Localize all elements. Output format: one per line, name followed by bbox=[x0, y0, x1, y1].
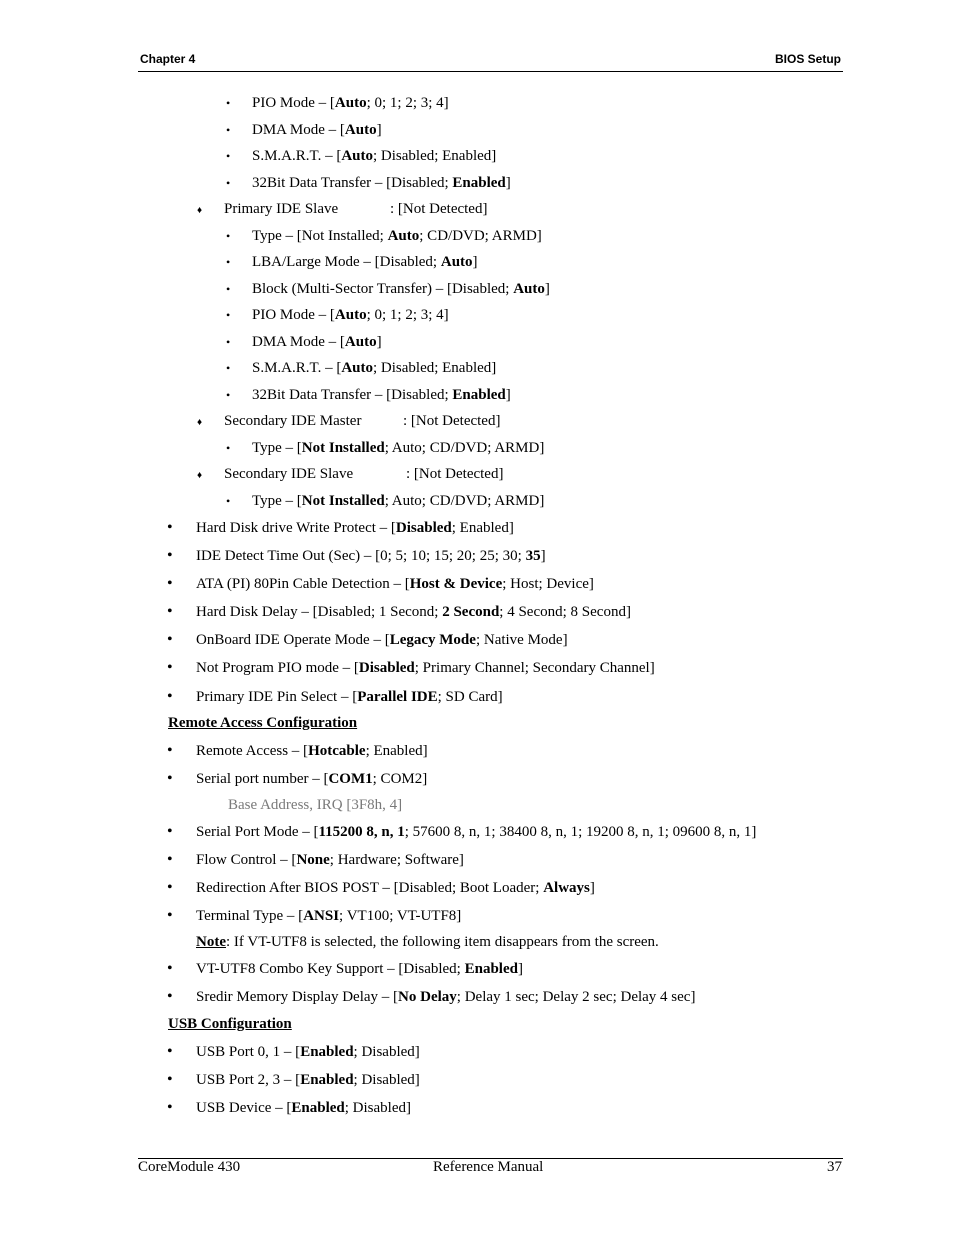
default-value: Enabled bbox=[291, 1100, 345, 1116]
item-text: 32Bit Data Transfer – [Disabled; bbox=[252, 175, 453, 191]
list-item bbox=[252, 439, 544, 457]
bullet-icon: • bbox=[167, 575, 173, 592]
default-value: Auto bbox=[334, 95, 367, 111]
default-value: Auto bbox=[387, 228, 420, 244]
bullet-icon: • bbox=[167, 1071, 173, 1088]
item-text: ] bbox=[505, 387, 511, 403]
list-item bbox=[196, 907, 461, 925]
bullet-icon: • bbox=[167, 1043, 173, 1060]
list-item bbox=[224, 465, 353, 483]
list-item bbox=[196, 1043, 420, 1061]
item-text: Hard Disk drive Write Protect – [ bbox=[196, 520, 396, 536]
list-item bbox=[252, 174, 511, 192]
list-item bbox=[196, 688, 503, 706]
bullet-icon: • bbox=[226, 229, 231, 243]
detected-value: : [Not Detected] bbox=[403, 413, 501, 429]
item-text: ] bbox=[376, 122, 382, 138]
item-text: Hard Disk Delay – [Disabled; 1 Second; bbox=[196, 604, 443, 620]
bullet-icon: • bbox=[167, 742, 173, 759]
item-text: ] bbox=[517, 961, 523, 977]
item-text: S.M.A.R.T. – [ bbox=[252, 148, 342, 164]
item-text: ; Disabled] bbox=[353, 1072, 420, 1088]
page-number: 37 bbox=[827, 1159, 842, 1175]
default-value: Enabled bbox=[452, 387, 506, 403]
diamond-bullet-icon: ♦ bbox=[197, 205, 203, 216]
list-item bbox=[228, 796, 402, 814]
detected-value: : [Not Detected] bbox=[390, 201, 488, 217]
item-text: ; 4 Second; 8 Second] bbox=[499, 604, 631, 620]
item-text: Block (Multi-Sector Transfer) – [Disabled; bbox=[252, 281, 514, 297]
item-text: Not Program PIO mode – [ bbox=[196, 660, 359, 676]
diamond-bullet-icon: ♦ bbox=[197, 470, 203, 481]
list-item bbox=[196, 988, 695, 1006]
item-text: Secondary IDE Master bbox=[224, 413, 362, 429]
bullet-icon: • bbox=[226, 494, 231, 508]
list-item bbox=[196, 603, 631, 621]
item-text: ] bbox=[540, 548, 546, 564]
list-item bbox=[252, 94, 449, 112]
item-text: Base Address, IRQ [3F8h, 4] bbox=[228, 797, 403, 813]
default-value: Disabled bbox=[395, 520, 452, 536]
item-text: Terminal Type – [ bbox=[196, 908, 304, 924]
default-value: COM1 bbox=[328, 771, 373, 787]
default-value: Enabled bbox=[464, 961, 518, 977]
item-text: ; 0; 1; 2; 3; 4] bbox=[366, 95, 449, 111]
list-item bbox=[252, 306, 449, 324]
list-item bbox=[196, 575, 594, 593]
item-text: Note bbox=[196, 934, 226, 950]
list-item bbox=[252, 386, 511, 404]
item-text: ; Native Mode] bbox=[475, 632, 568, 648]
bullet-icon: • bbox=[226, 441, 231, 455]
list-item bbox=[196, 960, 523, 978]
bullet-icon: • bbox=[167, 547, 173, 564]
list-item bbox=[252, 280, 550, 298]
item-text: LBA/Large Mode – [Disabled; bbox=[252, 254, 441, 270]
diamond-bullet-icon: ♦ bbox=[197, 417, 203, 428]
item-text: Primary IDE Pin Select – [ bbox=[196, 689, 358, 705]
item-text: Type – [ bbox=[252, 440, 302, 456]
item-text: USB Device – [ bbox=[196, 1100, 292, 1116]
header-rule bbox=[138, 71, 843, 72]
item-text: ; Enabled] bbox=[451, 520, 514, 536]
item-text: ; 57600 8, n, 1; 38400 8, n, 1; 19200 8, n, 1; 09600 8, n, 1] bbox=[404, 824, 757, 840]
footer-product: CoreModule 430 bbox=[138, 1159, 241, 1175]
item-text: Primary IDE Slave bbox=[224, 201, 339, 217]
bullet-icon: • bbox=[167, 851, 173, 868]
item-text: Redirection After BIOS POST – [Disabled; Boot Loader; bbox=[196, 880, 544, 896]
item-text: Serial Port Mode – [ bbox=[196, 824, 319, 840]
header-chapter: Chapter 4 bbox=[140, 52, 196, 66]
item-text: ; Disabled; Enabled] bbox=[372, 148, 497, 164]
bullet-icon: • bbox=[167, 631, 173, 648]
section-heading bbox=[168, 1015, 292, 1033]
default-value: No Delay bbox=[398, 989, 457, 1005]
list-item bbox=[252, 492, 544, 510]
item-text: ; Hardware; Software] bbox=[329, 852, 464, 868]
list-item bbox=[196, 823, 756, 841]
bullet-icon: • bbox=[167, 603, 173, 620]
default-value: Auto bbox=[344, 122, 377, 138]
default-value: Disabled bbox=[358, 660, 415, 676]
bullet-icon: • bbox=[167, 1099, 173, 1116]
default-value: Parallel IDE bbox=[357, 689, 438, 705]
list-item bbox=[224, 412, 361, 430]
list-item bbox=[196, 770, 427, 788]
item-text: S.M.A.R.T. – [ bbox=[252, 360, 342, 376]
list-item bbox=[196, 742, 428, 760]
bullet-icon: • bbox=[226, 149, 231, 163]
item-text: 32Bit Data Transfer – [Disabled; bbox=[252, 387, 453, 403]
default-value: Hotcable bbox=[308, 743, 366, 759]
item-text: USB Port 0, 1 – [ bbox=[196, 1044, 301, 1060]
bullet-icon: • bbox=[226, 123, 231, 137]
item-text: Serial port number – [ bbox=[196, 771, 329, 787]
bullet-icon: • bbox=[226, 176, 231, 190]
item-text: ] bbox=[376, 334, 382, 350]
list-item bbox=[196, 1071, 420, 1089]
bullet-icon: • bbox=[167, 960, 173, 977]
item-text: Flow Control – [ bbox=[196, 852, 297, 868]
bullet-icon: • bbox=[167, 770, 173, 787]
list-item bbox=[196, 879, 595, 897]
item-text: ; Delay 1 sec; Delay 2 sec; Delay 4 sec] bbox=[456, 989, 696, 1005]
item-text: USB Port 2, 3 – [ bbox=[196, 1072, 301, 1088]
bullet-icon: • bbox=[226, 335, 231, 349]
item-text: Remote Access Configuration bbox=[168, 715, 358, 731]
list-item bbox=[252, 253, 478, 271]
bullet-icon: • bbox=[226, 308, 231, 322]
bullet-icon: • bbox=[167, 519, 173, 536]
bullet-icon: • bbox=[226, 96, 231, 110]
bullet-icon: • bbox=[167, 823, 173, 840]
item-text: Type – [ bbox=[252, 493, 302, 509]
item-text: OnBoard IDE Operate Mode – [ bbox=[196, 632, 390, 648]
list-item bbox=[224, 200, 338, 218]
item-text: Remote Access – [ bbox=[196, 743, 309, 759]
item-text: ; COM2] bbox=[372, 771, 428, 787]
default-value: Always bbox=[543, 880, 590, 896]
item-text: DMA Mode – [ bbox=[252, 122, 345, 138]
list-item bbox=[252, 333, 382, 351]
list-item bbox=[252, 147, 496, 165]
bullet-icon: • bbox=[167, 688, 173, 705]
item-text: ] bbox=[472, 254, 478, 270]
item-text: ; Host; Device] bbox=[502, 576, 594, 592]
default-value: Auto bbox=[334, 307, 367, 323]
item-text: Type – [Not Installed; bbox=[252, 228, 388, 244]
footer-manual: Reference Manual bbox=[433, 1159, 544, 1175]
item-text: : If VT-UTF8 is selected, the following item disappears from the screen. bbox=[226, 934, 659, 950]
item-text: Sredir Memory Display Delay – [ bbox=[196, 989, 399, 1005]
bullet-icon: • bbox=[226, 388, 231, 402]
default-value: ANSI bbox=[303, 908, 340, 924]
default-value: 2 Second bbox=[442, 604, 500, 620]
item-text: ; SD Card] bbox=[437, 689, 503, 705]
default-value: 35 bbox=[525, 548, 541, 564]
list-item bbox=[252, 359, 496, 377]
list-item bbox=[196, 547, 546, 565]
default-value: Legacy Mode bbox=[389, 632, 476, 648]
item-text: PIO Mode – [ bbox=[252, 307, 335, 323]
item-text: ; 0; 1; 2; 3; 4] bbox=[366, 307, 449, 323]
item-text: ; Disabled; Enabled] bbox=[372, 360, 497, 376]
item-text: Secondary IDE Slave bbox=[224, 466, 354, 482]
item-text: ; CD/DVD; ARMD] bbox=[419, 228, 542, 244]
header-section: BIOS Setup bbox=[774, 52, 841, 66]
item-text: PIO Mode – [ bbox=[252, 95, 335, 111]
item-text: ; Enabled] bbox=[365, 743, 428, 759]
bullet-icon: • bbox=[167, 659, 173, 676]
item-text: ; Primary Channel; Secondary Channel] bbox=[414, 660, 655, 676]
default-value: Not Installed bbox=[301, 493, 385, 509]
default-value: Auto bbox=[513, 281, 545, 297]
item-text: ] bbox=[589, 880, 595, 896]
item-text: ; Disabled] bbox=[344, 1100, 411, 1116]
list-item bbox=[196, 631, 568, 649]
bullet-icon: • bbox=[226, 255, 231, 269]
note-text bbox=[196, 933, 659, 951]
list-item bbox=[196, 659, 655, 677]
section-heading bbox=[168, 714, 357, 732]
bullet-icon: • bbox=[226, 282, 231, 296]
default-value: None bbox=[296, 852, 330, 868]
list-item bbox=[196, 519, 514, 537]
bullet-icon: • bbox=[167, 879, 173, 896]
default-value: Auto bbox=[341, 360, 373, 376]
item-text: USB Configuration bbox=[168, 1016, 292, 1032]
default-value: Auto bbox=[344, 334, 377, 350]
default-value: Auto bbox=[341, 148, 373, 164]
default-value: Enabled bbox=[300, 1072, 354, 1088]
list-item bbox=[196, 1099, 411, 1117]
item-text: VT-UTF8 Combo Key Support – [Disabled; bbox=[196, 961, 465, 977]
item-text: ; VT100; VT-UTF8] bbox=[339, 908, 462, 924]
default-value: Host & Device bbox=[409, 576, 503, 592]
bullet-icon: • bbox=[226, 361, 231, 375]
detected-value: : [Not Detected] bbox=[406, 466, 504, 482]
item-text: ] bbox=[505, 175, 511, 191]
default-value: Enabled bbox=[300, 1044, 354, 1060]
item-text: ; Auto; CD/DVD; ARMD] bbox=[384, 440, 545, 456]
default-value: 115200 8, n, 1 bbox=[318, 824, 405, 840]
item-text: DMA Mode – [ bbox=[252, 334, 345, 350]
list-item bbox=[196, 851, 464, 869]
bullet-icon: • bbox=[167, 907, 173, 924]
default-value: Auto bbox=[440, 254, 473, 270]
item-text: ATA (PI) 80Pin Cable Detection – [ bbox=[196, 576, 410, 592]
item-text: IDE Detect Time Out (Sec) – [0; 5; 10; 15; 20; 25; 30; bbox=[196, 548, 526, 564]
item-text: ; Disabled] bbox=[353, 1044, 420, 1060]
default-value: Not Installed bbox=[301, 440, 385, 456]
item-text: ; Auto; CD/DVD; ARMD] bbox=[384, 493, 545, 509]
list-item bbox=[252, 121, 382, 139]
default-value: Enabled bbox=[452, 175, 506, 191]
item-text: ] bbox=[544, 281, 550, 297]
bullet-icon: • bbox=[167, 988, 173, 1005]
list-item bbox=[252, 227, 542, 245]
